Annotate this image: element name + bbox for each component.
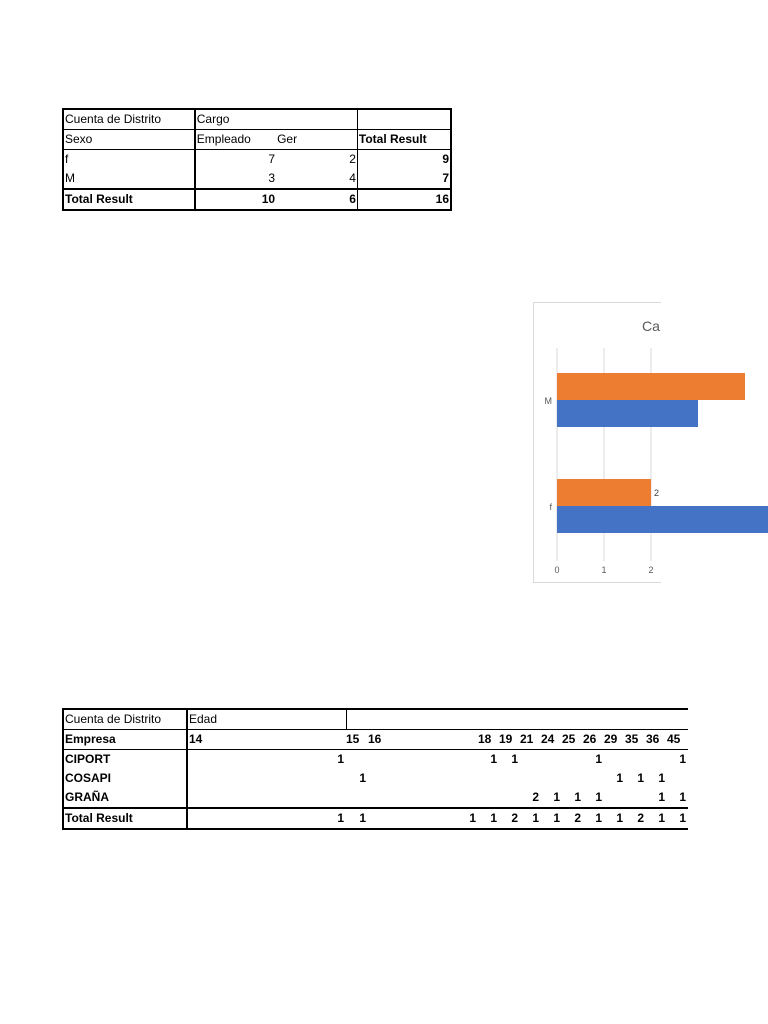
cell-value[interactable] [478,788,499,808]
cell-value[interactable]: 1 [490,752,497,766]
cell-value[interactable] [346,750,368,770]
cell-value[interactable] [604,788,625,808]
x-tick-label: 0 [554,565,560,575]
cell-value[interactable]: 1 [595,752,602,766]
cell-value[interactable] [390,769,478,788]
cell-header-edad[interactable]: Edad [187,709,346,730]
cell-total-label[interactable]: Total Result [63,808,187,829]
cell-value[interactable]: 1 [359,771,366,785]
cell-total[interactable]: 1 [616,811,623,825]
cell-value[interactable]: 3 [268,171,276,185]
cell-col-ger[interactable]: Ger [276,130,357,150]
cell-value[interactable] [604,750,625,770]
cell-col-age[interactable]: 16 [368,732,382,746]
cell-total[interactable]: 1 [359,811,366,825]
cell-col-age[interactable]: 36 [646,732,660,746]
cell-value[interactable]: 4 [276,169,357,189]
pivot-table-sexo-cargo [62,108,452,211]
cell-total[interactable]: 1 [337,811,344,825]
cell-value[interactable]: 1 [616,771,623,785]
cell-total[interactable]: 10 [261,192,276,206]
cell-total[interactable]: 9 [357,150,451,170]
cell-value[interactable] [187,769,346,788]
cell-value[interactable] [625,788,646,808]
cell-value[interactable] [368,769,390,788]
cell-col-age[interactable]: 24 [541,732,555,746]
cell-col-age[interactable]: 26 [583,732,597,746]
cell-total-label[interactable]: Total Result [63,189,195,210]
pivot-table-empresa-edad-wrapper [62,708,687,828]
cell-value[interactable]: 2 [532,790,539,804]
cell-value[interactable]: 1 [553,790,560,804]
cell-value[interactable]: 1 [658,790,665,804]
cell-col-age[interactable]: 29 [604,732,618,746]
bar-chart[interactable] [533,302,661,583]
pivot-table-empresa-edad [62,708,688,830]
cell-total[interactable]: 1 [595,811,602,825]
cell-row-label[interactable]: f [63,150,195,170]
cell-total[interactable]: 1 [679,811,687,825]
cell-value[interactable]: 1 [574,790,581,804]
cell-value[interactable]: 1 [595,790,602,804]
cell-value[interactable]: 1 [637,771,644,785]
cell-row-label[interactable]: COSAPI [63,769,187,788]
cell-col-age[interactable]: 14 [189,732,203,746]
cell-total[interactable]: 1 [553,811,560,825]
bar-series-2 [557,373,745,400]
cell-value[interactable] [541,769,562,788]
cell-row-label[interactable]: CIPORT [63,750,187,770]
cell-row-label[interactable]: GRAÑA [63,788,187,808]
cell-header[interactable] [357,109,451,130]
cell-total[interactable]: 6 [276,189,357,210]
bar-series-2 [557,479,651,506]
cell-value[interactable]: 7 [268,152,276,166]
cell-value[interactable]: 1 [337,752,344,766]
cell-value[interactable] [499,788,520,808]
cell-value[interactable] [478,769,499,788]
cell-col-age[interactable]: 18 [478,732,492,746]
cell-col-age[interactable]: 25 [562,732,576,746]
cell-value[interactable] [368,788,390,808]
cell-value[interactable]: 1 [658,771,665,785]
cell-value[interactable] [541,750,562,770]
cell-value[interactable] [346,788,368,808]
cell-col-age[interactable]: 15 [346,732,360,746]
cell-header[interactable]: Cargo [195,109,358,130]
cell-total[interactable]: 1 [532,811,539,825]
cell-row-label-header[interactable]: Empresa [63,730,187,750]
cell-value[interactable] [499,769,520,788]
cell-header[interactable]: Cuenta de Distrito [63,709,187,730]
cell-col-age[interactable] [390,730,478,750]
category-label: M [544,396,552,406]
cell-value[interactable]: 1 [679,752,687,766]
cell-col-age[interactable]: 19 [499,732,513,746]
cell-col-age[interactable]: 21 [520,732,534,746]
cell-value[interactable] [583,769,604,788]
chart-title: Ca [642,318,660,334]
data-label: 2 [654,488,660,498]
cell-value[interactable] [562,769,583,788]
cell-row-label[interactable]: M [63,169,195,189]
bar-series-1 [557,400,698,427]
cell-value[interactable] [187,788,346,808]
cell-value[interactable] [390,750,478,770]
x-tick-label: 2 [648,565,654,575]
cell-value[interactable] [520,769,541,788]
cell-col-age[interactable]: 45 [667,732,681,746]
cell-header[interactable]: Cuenta de Distrito [63,109,195,130]
cell-total[interactable]: 2 [637,811,644,825]
cell-col-total[interactable]: Total Result [357,130,451,150]
cell-value[interactable]: 2 [276,150,357,170]
cell-value[interactable] [520,750,541,770]
cell-value[interactable] [667,769,688,788]
cell-col-empleado[interactable]: Empleado [196,132,251,146]
bar-series-1 [557,506,768,533]
cell-total[interactable] [368,808,390,829]
x-tick-label: 1 [601,565,607,575]
cell-total[interactable]: 2 [574,811,581,825]
cell-value[interactable] [368,750,390,770]
cell-value[interactable] [390,788,478,808]
cell-value[interactable] [625,750,646,770]
cell-value[interactable]: 1 [511,752,518,766]
cell-total[interactable]: 1 [469,811,476,825]
chart-svg [534,303,661,582]
category-label: f [549,502,552,512]
cell-value[interactable] [562,750,583,770]
cell-grand-total[interactable]: 16 [357,189,451,210]
cell-total[interactable]: 1 [490,811,497,825]
cell-total[interactable]: 1 [658,811,665,825]
cell-row-label-header[interactable]: Sexo [63,130,195,150]
cell-col-age[interactable]: 35 [625,732,639,746]
cell-total[interactable]: 7 [357,169,451,189]
cell-total[interactable]: 2 [511,811,518,825]
cell-value[interactable]: 1 [679,790,687,804]
cell-value[interactable] [646,750,667,770]
